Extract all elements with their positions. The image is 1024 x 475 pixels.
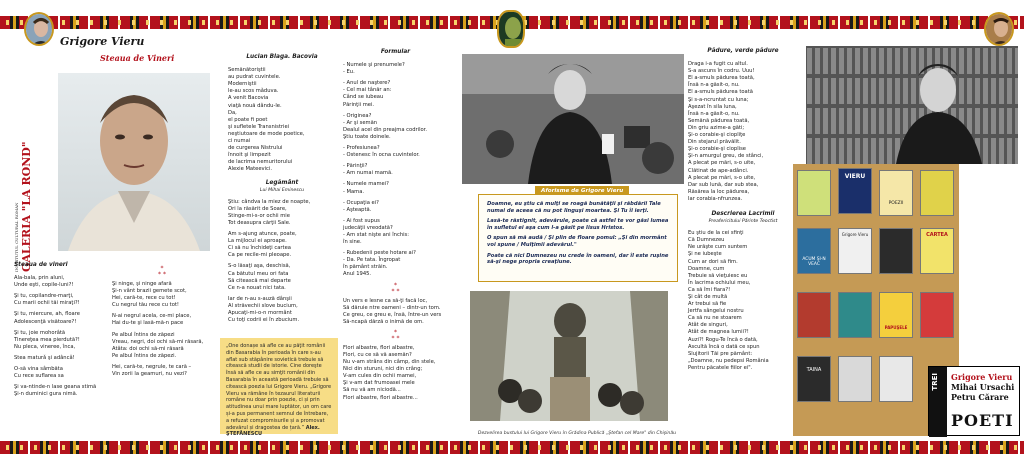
col5-title: Pădure, verde pădure xyxy=(707,48,779,54)
star-divider-icon: * * * xyxy=(391,328,400,342)
book-cover-14 xyxy=(838,356,872,402)
book-cover-15 xyxy=(879,356,913,402)
quote-signature: Alex. ŞTEFĂNESCU xyxy=(226,424,320,438)
stanza: - Ai fost supus judecăţii vreodată? - Am stat nişte ani închis: în sine. xyxy=(343,217,409,246)
aphorism: Lasă-te răstignit, adevărule, poate că astfel te vor găsi lumea în sufletul ei aşa cum l-a găsit pe Iisus Hristos. xyxy=(487,218,669,231)
stanza: Şi va-ntinde-n lase geana stimă Şi-n duminici gura nimă. xyxy=(14,384,97,398)
logo-pref: TREI xyxy=(931,373,939,391)
stanza: - Profesiunea? - Ostenesc în ocna cuvintelor. xyxy=(343,145,420,159)
author-bookshelf-photo xyxy=(806,46,1018,164)
stanza: - Anul de naştere? - Cel mai tânăr an: Când se iubeau Părinţii mei. xyxy=(343,80,392,108)
author-portrait-right-icon xyxy=(984,12,1014,46)
book-cover-2: VIERU xyxy=(838,168,872,214)
critic-quote-box xyxy=(220,338,338,438)
book-cover-7 xyxy=(879,228,913,274)
stanza: N-ai negrul acela, ce-mi place, Hai du-te şi lasă-mă-n pace xyxy=(112,313,192,327)
aphorism: Doamne, eu ştiu că mulţi se roagă bunătăţii şi răbdării Tale numai de aceea că nu pot linguşi moartea. Şi Tu îi ierţi. xyxy=(487,201,661,214)
stanza: Şi tu, copilandre-marţi, Cu marii ochii tăi miraţi?! xyxy=(14,293,80,307)
stanza: - Ocupaţia ei? - Aşteaptă. xyxy=(343,199,379,213)
stanza: Eu ştiu de la cei sfinţi Că Dumnezeu Ne urăşte cum suntem Şi ne iubeşte Cum ar dori să fim. Doamne, cum Trebuie să vieţuiesc eu În lacrima ochiului meu, Ca să îmi fiara?! Şi cât de multă Ar trebui să fie Jertfa sângelui nostru Ca să nu ne stoarem Atât de singuri, Atât de magnea lumii?! Auzi?! Rogu-Te încă o dată, Ascultă încă o dată ce spun Slujitorii Tăi pre pământ: „Doamne, nu pedepsi România Pentru păcatele fiilor ei". xyxy=(688,230,769,371)
poem-padure-verde-padure xyxy=(688,48,798,376)
trei-poeti-logo xyxy=(928,366,1020,436)
col3-subtitle: Legământ xyxy=(265,179,299,186)
stanza: Şi tu, joie mohorâtă Tinereţea mea pierdută?! Nu pleca, vineree, înca, xyxy=(14,329,80,350)
stanza: Ala-bala, prin aluni, Unde eşti, copile-luni?! xyxy=(14,275,74,289)
col4-title: Formular xyxy=(380,49,411,55)
book-cover-12 xyxy=(920,292,954,338)
aphorisms-label: Aforisme de Grigore Vieru xyxy=(535,186,629,196)
stanza: - Originea? - Ar şi semăn Dealul acel din preajma codrilor. Ştiu toate doinele. xyxy=(343,112,427,140)
book-cover-11: PAPUŞELE xyxy=(879,292,913,338)
stanza: O-să vina sâmbăta Cu rece suflarea sa xyxy=(14,366,64,380)
logo-main: POETI xyxy=(951,411,1014,430)
poem-formular xyxy=(343,49,448,406)
stanza: - Părinţii? - Am numai mamă. xyxy=(343,163,393,177)
logo-line2: Mihai Ursachi xyxy=(951,382,1015,392)
star-divider-icon: * * * xyxy=(158,265,166,278)
stanza: Şi ninge, şi ninge afară Şi-n vânt brazii gemete scot, Hei, cară-te, rece cu tot! Cu negrul tău rece cu tot! xyxy=(112,281,187,309)
logo-line1: Grigore Vieru xyxy=(951,372,1013,382)
stanza: Şi tu, miercure, ah, floare Adolescenţă visătoare?! xyxy=(14,311,80,325)
book-cover-3: POEZII xyxy=(879,170,913,216)
ornamental-band-bottom xyxy=(0,441,1024,454)
poem-steaua-de-vineri xyxy=(14,262,104,402)
poem-col2 xyxy=(112,264,212,382)
stanza: Hei, cară-te, negrule, te cară – Vin zorii la geamuri, nu vezi? xyxy=(112,363,192,378)
stanza: Pe albul întins de zăpezi Vreau, negri, doi ochi să-mi răsară, Atâta: doi ochi să-mi răsară Pe albul întins de zăpezi. xyxy=(112,331,204,359)
col3-title: Lucian Blaga. Bacovia xyxy=(246,54,318,60)
book-cover-5: ACUM ŞI-N VEAC xyxy=(797,228,831,274)
author-photo xyxy=(58,73,210,251)
book-cover-13: TAINA xyxy=(797,356,831,402)
col1-title: Steaua de vineri xyxy=(14,262,68,268)
book-cover-8: CARTEA xyxy=(920,228,954,274)
col5-dedication: Preafericitului Părinte Teoctist xyxy=(708,219,778,225)
poem-lucian-blaga-bacovia xyxy=(228,54,336,328)
stanza: - Numele şi prenumele? - Eu. xyxy=(343,62,405,76)
author-name: Grigore Vieru xyxy=(60,35,145,48)
book-cover-9 xyxy=(797,292,831,338)
galeria-la-rond-logo: INSTITUTUL CULTURAL ROMAN GALERIA "LA ROND" xyxy=(14,141,33,272)
col3-dedication: Lui Mihai Eminescu xyxy=(259,187,305,193)
stanza: Flori albastre, flori albastre, Flori, cu ce să vă asemăn? Nu v-am strâns din câmp, din stele, Nici din sturuni, nici din crâng; V-am cules din ochii mamei, Şi v-am dat frumoasei mele Să nu vă am niciodă... Flori albastre, flori albastre... xyxy=(343,344,436,401)
stanza: Semănătoriştii au pudrat cuvintele. Moderniştii le-au scos mǎduva. A venit Bacovia viaţă nouă dându-le. Da, el poate fi poet şi sufletele Transnistriei neştiutoare de mode poetice, ci numai de curgerea Nistrului înnoit şi limpezit de lacrima nemuritorului Alexie Mateevici. xyxy=(228,67,305,173)
stanza: - Numele mamei? - Mama. xyxy=(343,181,389,195)
star-divider-icon: * * * xyxy=(391,281,400,295)
bust-unveiling-photo xyxy=(470,291,668,421)
stanza: Stea maturǎ şi adâncǎ! xyxy=(14,354,75,361)
aphorism: Poate că nici Dumnezeu nu crede în oameni, dar îl este ruşine să-şi nege propria creaţiune. xyxy=(487,252,669,266)
poem-title: Steaua de Vineri xyxy=(100,53,175,63)
stanza: Un vers e lesne ca să-ţi facă loc, Să dăruie ntre oameni – dintr-un tom. Ce greu, ce greu e, însă, între-un vers Să-ncapă dărză o inimă de om. xyxy=(343,297,442,325)
stanza: - Rubedenii peste hotare ai? - Da. Pe tata. Îngropat în pământ străin. Anul 1945. xyxy=(343,250,416,278)
bust-medallion-icon xyxy=(497,10,525,48)
book-cover-6: Grigore Vieru xyxy=(838,228,872,274)
aphorisms-box xyxy=(478,194,678,282)
stanza: S-o lăsaţi aşa, deschisă, Ca bătutul meu ori fata Să citească mai departe Ce n-a nouat nici tata. xyxy=(228,263,291,291)
center-photo-speech xyxy=(462,54,684,184)
book-cover-1 xyxy=(797,170,831,216)
stanza: Iar de n-au s-auză dânşii Al străvechii slove bucium, Apucaţi-mi-o-n mormânt Cu toţi codrii ei în zbucium. xyxy=(228,295,300,324)
book-cover-4 xyxy=(920,170,954,216)
book-cover-10 xyxy=(838,292,872,338)
quote-text: „One donașe să afle ce au păţit românii din Basarabia în perioada în care s-au aflat sub stăpânire sovietică trebuie să citească studii de istorie. Cine doreşte însă să afle ce au simţit românii din Basarabia în această perioadă trebuie să citească poezia lui Grigore Vieru. „Grigore Vieru va rămâne în tezaurul literaturii române nu doar prin poezie, ci și prin atitudinea unui mare luptător, un om care și-a pus permanent semnul de întrebare, a refuzat compromisurile și a promovat adevărul și dragostea de țară.” xyxy=(226,343,332,431)
stanza: Draga i-a fugit cu altul. S-a ascuns în codru. Uuu! El a-smuls pădurea toată, Însă n-a găsit-o, nu. El a-smuls pădurea toată Şi s-a-ncruntat cu luna; Aşezat în sila luna, Însă n-a găsit-o, nu. Semănă pădurea toată, Din griu azime-a găti; Şi-o corabie-şi ciopliţe Din stejarul prăvălit. Şi-o corabie-şi cioplise Şi-n amurgul greu, de stânci, A plecat pe mări, s-o uite, Clătinat de ape-adânci. A plecat pe mări, s-o uite, Dar sub lună, dar sub stea, Răsărea la loc pădurea, Iar corabia-nfrunzea. xyxy=(688,61,764,202)
col5-subtitle: Descrierea Lacrimii xyxy=(711,210,775,217)
aphorism: O spun să mă audă / Şi plin de floare pomul: „Şi din mormânt voi spune / Mulţimii adevărul." xyxy=(487,235,667,248)
logo-line3: Petru Cărare xyxy=(951,392,1009,402)
author-portrait-icon xyxy=(24,12,54,46)
stanza: Ştiu: cândva la miez de noapte, Ori la răsărit de Soare, Stinge-mi-s-or ochii mie Tot deasupra cărţii Sale. xyxy=(228,198,311,226)
stanza: Am s-ajung atunce, poate, La mijlocul ei aproape. Ci să nu închideţi cartea Ca pe recile-mi pleoape. xyxy=(228,231,297,259)
photo-caption: Dezvelirea bustului lui Grigore Vieru în Grădina Publică „Ştefan cel Mare" din Chişinău xyxy=(477,431,677,436)
